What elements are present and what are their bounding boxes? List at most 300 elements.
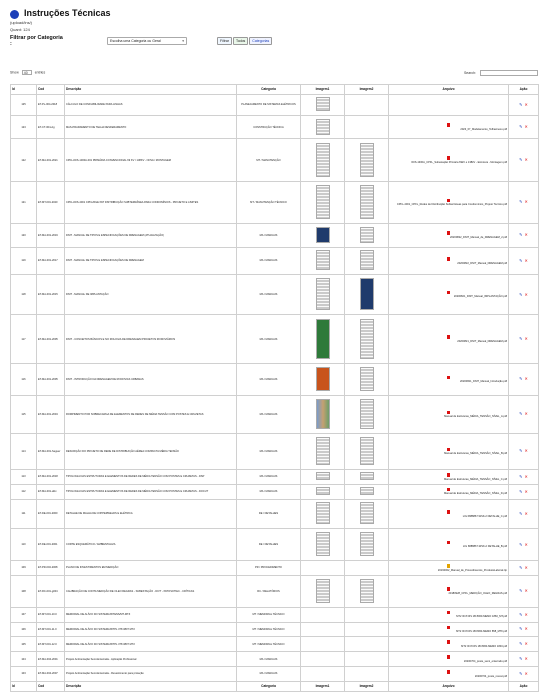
file-link[interactable]: 2023_07_Modelamento_TelhaAnexo.pdf: [460, 128, 507, 132]
pdf-icon[interactable]: [447, 541, 450, 545]
thumbnail-image-1[interactable]: [316, 472, 330, 480]
cell-img2: [345, 181, 389, 223]
cell-img1: [301, 433, 345, 469]
file-link[interactable]: IDIS-1300A_CPFL_Subestação Primária 69kV e 138kV - Estrutura - Montagem.pdf: [411, 160, 507, 164]
cell-file: [389, 247, 509, 275]
cell-img1: [301, 247, 345, 275]
cell-actions: [509, 395, 539, 433]
delete-icon[interactable]: ✕: [524, 448, 528, 454]
cell-id: 111: [11, 499, 37, 529]
cell-id: 109: [11, 561, 37, 576]
pdf-icon[interactable]: [447, 291, 450, 295]
file-link[interactable]: Manual de Estruturas_MÉDIA_TENSÃO_NÍVEL_D.pdf: [444, 492, 507, 496]
cell-img1: [301, 607, 345, 622]
filter-button[interactable]: Filtrar: [217, 37, 232, 45]
cell-id: 121: [11, 181, 37, 223]
cell-actions: [509, 529, 539, 561]
cell-actions: [509, 364, 539, 396]
cell-cod: ET-MA-001-2019: [37, 224, 65, 247]
cell-cat: MA / MANUAIS: [237, 484, 301, 499]
thumbnail-image-1[interactable]: [316, 579, 330, 603]
cell-cod: ET-MA-001-2005: [37, 364, 65, 396]
delete-icon[interactable]: ✕: [524, 257, 528, 263]
cell-file: [389, 575, 509, 607]
cell-cod: ET-CT-004-Ag: [37, 116, 65, 139]
edit-icon[interactable]: ✎: [519, 641, 523, 647]
delete-icon[interactable]: ✕: [524, 473, 528, 479]
thumbnail-image-2[interactable]: [360, 437, 374, 465]
edit-icon[interactable]: ✎: [519, 626, 523, 632]
file-link[interactable]: Manual de Estruturas_MÉDIA_TENSÃO_NÍVEL_B.pdf: [444, 452, 507, 456]
foot-acao: Ação: [509, 682, 539, 692]
cell-img2: [345, 607, 389, 622]
cell-cat: PLANEJAMENTO DE SISTEMAS ELÉTRICOS: [237, 95, 301, 116]
cell-file: [389, 275, 509, 315]
table-row: [11, 529, 539, 561]
cell-actions: [509, 247, 539, 275]
delete-icon[interactable]: ✕: [524, 670, 528, 676]
file-link[interactable]: 20200821_DNIT_Manual_IMPLANTAÇÃO.pdf: [453, 295, 507, 299]
thumbnail-image-1[interactable]: [316, 532, 330, 556]
edit-icon[interactable]: ✎: [519, 510, 523, 516]
file-link[interactable]: 20200821_DNIT_Manual_Introdução.pdf: [459, 380, 507, 384]
pdf-icon[interactable]: [447, 670, 450, 674]
edit-icon[interactable]: ✎: [519, 376, 523, 382]
edit-icon[interactable]: ✎: [519, 411, 523, 417]
thumbnail-image-1[interactable]: [316, 437, 330, 465]
cell-file: [389, 561, 509, 576]
cell-img1: [301, 315, 345, 364]
delete-icon[interactable]: ✕: [524, 232, 528, 238]
cell-cod: ET-MA-001-2005: [37, 315, 65, 364]
delete-icon[interactable]: ✕: [524, 488, 528, 494]
table-row: [11, 139, 539, 181]
cell-actions: [509, 275, 539, 315]
cell-file: [389, 622, 509, 637]
delete-icon[interactable]: ✕: [524, 564, 528, 570]
cell-actions: [509, 637, 539, 652]
cell-cat: MT / MEMORIAL TÉCNICO: [237, 622, 301, 637]
categories-button[interactable]: Categorias: [249, 37, 272, 45]
table-row: [11, 181, 539, 223]
edit-icon[interactable]: ✎: [519, 488, 523, 494]
col-file[interactable]: Arquivo: [389, 85, 509, 95]
file-link[interactable]: MT2 ID 8 DIS 1B 8060-MEMO 1860_MT.pdf: [456, 615, 507, 619]
cell-img1: [301, 139, 345, 181]
thumbnail-image-1[interactable]: [316, 185, 330, 219]
file-link[interactable]: LIG 6888867-WSK-2 DETALHE_C.pdf: [462, 514, 507, 518]
col-img2[interactable]: Imagem2: [345, 85, 389, 95]
cell-cat: MA / MANUAIS: [237, 433, 301, 469]
table-row: [11, 247, 539, 275]
foot-img1: Imagem1: [301, 682, 345, 692]
cell-id: 123: [11, 116, 37, 139]
thumbnail-image-1[interactable]: [316, 278, 330, 310]
table-row: [11, 224, 539, 247]
table-search: [464, 70, 538, 76]
cell-desc: CPFL-IDIS-4001 CPFL/RGE PAT DISTRIBUIÇÃO SUBTERRÂNEA PARA CONDOMÍNIOS - PROJETO E LIMITES: [65, 181, 237, 223]
thumbnail-image-1[interactable]: [316, 227, 330, 243]
thumbnail-image-2[interactable]: [360, 367, 374, 391]
cell-id: 117: [11, 315, 37, 364]
cell-img2: [345, 637, 389, 652]
cell-cod: ET-MA-001-2004: [37, 395, 65, 433]
page-length-select[interactable]: 40: [22, 70, 32, 75]
thumbnail-image-2[interactable]: [360, 487, 374, 495]
file-link[interactable]: 20200822_DNIT_Manual_de_DRENAGEM_2.pdf: [450, 236, 507, 240]
file-link[interactable]: 20200704_poste_revest.pdf: [474, 674, 507, 678]
delete-icon[interactable]: ✕: [524, 199, 528, 205]
col-desc[interactable]: Descrição: [65, 85, 237, 95]
cell-desc: PLANO DE INVESTIMENTOS EM MEDIÇÃO: [65, 561, 237, 576]
cell-id: 110: [11, 529, 37, 561]
file-link[interactable]: MT2 ID 8 DIS 1B 8060-MEMO 858_MTF.pdf: [456, 630, 507, 634]
foot-cat: Categoria: [237, 682, 301, 692]
table-row: [11, 622, 539, 637]
upload-path: (upload/ins/): [10, 20, 33, 25]
filter-buttons: [217, 37, 272, 45]
thumbnail-image-2[interactable]: [360, 579, 374, 603]
table-body: [11, 95, 539, 682]
instructions-table: [10, 84, 539, 692]
col-cat[interactable]: Categoria: [237, 85, 301, 95]
cell-img1: [301, 622, 345, 637]
pdf-icon[interactable]: [447, 448, 450, 452]
file-link[interactable]: Manual de Estruturas_MÉDIA_TENSÃO_NÍVEL_C.pdf: [444, 477, 507, 481]
cell-desc: TIPOLOGIA DAS ESTRUTURAS E ELEMENTOS DE REDES DE MÉDIA TENSÃO COM POSTES E CRUZETAS - DOCUT: [65, 484, 237, 499]
cell-id: 115: [11, 395, 37, 433]
filter-label: Filtrar por Categoria :: [10, 35, 63, 47]
cell-actions: [509, 561, 539, 576]
table-row: [11, 637, 539, 652]
foot-desc: Descrição: [65, 682, 237, 692]
edit-icon[interactable]: ✎: [519, 232, 523, 238]
cell-id: 112: [11, 484, 37, 499]
cell-cod: ET-MT-001-12.0: [37, 637, 65, 652]
cell-cat: MA / MANUAIS: [237, 315, 301, 364]
delete-icon[interactable]: ✕: [524, 510, 528, 516]
cell-img1: [301, 484, 345, 499]
cell-img1: [301, 275, 345, 315]
edit-icon[interactable]: ✎: [519, 336, 523, 342]
pdf-icon[interactable]: [447, 156, 450, 160]
cell-img2: [345, 652, 389, 667]
entries-label: entries: [34, 70, 46, 75]
table-row: [11, 575, 539, 607]
edit-icon[interactable]: ✎: [519, 656, 523, 661]
cell-file: [389, 364, 509, 396]
file-link[interactable]: Manual de Estruturas_MÉDIA_TENSÃO_NÍVEL_A.pdf: [444, 415, 507, 419]
delete-icon[interactable]: ✕: [524, 336, 528, 342]
cell-cat: RC / RELATÓRIOS: [237, 575, 301, 607]
cell-img2: [345, 561, 389, 576]
zip-file-icon[interactable]: [447, 564, 450, 568]
cell-actions: [509, 116, 539, 139]
thumbnail-image-1[interactable]: [316, 250, 330, 270]
cell-id: 114: [11, 433, 37, 469]
col-acao[interactable]: Ação: [509, 85, 539, 95]
cell-file: [389, 607, 509, 622]
table-row: [11, 433, 539, 469]
cell-id: 113: [11, 470, 37, 485]
edit-icon[interactable]: ✎: [519, 448, 523, 454]
delete-icon[interactable]: ✕: [524, 588, 528, 594]
cell-cod: ET-MA-001-2021: [37, 139, 65, 181]
edit-icon[interactable]: ✎: [519, 564, 523, 570]
cell-cat: MA / MANUAIS: [237, 395, 301, 433]
file-link[interactable]: 20190002_Manual_de_Procedimentos_ProdutosLaboral.zip: [437, 568, 507, 572]
cell-desc: DESCRIÇÃO DO PROJETO DE REDE DE DISTRIBUIÇÃO AÉREA COMPACTA MÉDIA TENSÃO: [65, 433, 237, 469]
cell-file: [389, 395, 509, 433]
page-header: [10, 8, 538, 46]
pdf-icon[interactable]: [447, 473, 450, 477]
cell-cat: MT / MEMORIAL TÉCNICO: [237, 637, 301, 652]
file-link[interactable]: 20200821_DNIT_Manual_DRENAGEM.pdf: [457, 339, 507, 343]
file-link[interactable]: 20200822_DNIT_Manual_DRENAGEM.pdf: [457, 261, 507, 265]
pdf-icon[interactable]: [447, 257, 450, 261]
thumbnail-image-1[interactable]: [316, 367, 330, 391]
cell-cat: MA / MANUAIS: [237, 275, 301, 315]
col-cod[interactable]: Cod: [37, 85, 65, 95]
cell-img2: [345, 622, 389, 637]
chevron-down-icon: ▾: [182, 39, 184, 43]
pdf-icon[interactable]: [447, 411, 450, 415]
category-select[interactable]: [107, 37, 187, 45]
table-row: [11, 275, 539, 315]
cell-img1: [301, 395, 345, 433]
col-img1[interactable]: Imagem1: [301, 85, 345, 95]
cell-cod: ET-MA-001-2015: [37, 275, 65, 315]
thumbnail-image-1[interactable]: [316, 399, 330, 429]
edit-icon[interactable]: ✎: [519, 199, 523, 205]
pdf-icon[interactable]: [447, 655, 450, 659]
cell-file: [389, 315, 509, 364]
foot-id: Id: [11, 682, 37, 692]
cell-actions: [509, 484, 539, 499]
cell-img2: [345, 139, 389, 181]
thumbnail-image-2[interactable]: [360, 319, 374, 359]
cell-desc: MEMORIAL DE ALÍVIO DO SISTEMA BITPL 378 3807 MT2: [65, 637, 237, 652]
delete-icon[interactable]: ✕: [524, 101, 528, 107]
cell-cat: DE / DETALHES: [237, 499, 301, 529]
cell-img2: [345, 484, 389, 499]
cell-cat: PR / PROCEDIMENTO: [237, 561, 301, 576]
cell-actions: [509, 499, 539, 529]
delete-icon[interactable]: ✕: [524, 376, 528, 382]
delete-icon[interactable]: ✕: [524, 541, 528, 547]
search-label: Search:: [463, 70, 477, 75]
pdf-icon[interactable]: [447, 488, 450, 492]
cell-img2: [345, 364, 389, 396]
cell-desc: Projeto Ambientação Semi-Enterrada - Revestimento para proteção: [65, 667, 237, 682]
table-controls: [10, 70, 538, 76]
edit-icon[interactable]: ✎: [519, 291, 523, 297]
cell-desc: DETALHE DE MALHA DE COPPERWELDS E ELÉTRICA: [65, 499, 237, 529]
table-footer-row: [11, 682, 539, 692]
thumbnail-image-2[interactable]: [360, 227, 374, 243]
cell-img2: [345, 529, 389, 561]
cell-desc: MEMORIAL DE ALÍVIO DO SISTEMA BITPL 378 3807 MT2: [65, 622, 237, 637]
delete-icon[interactable]: ✕: [524, 626, 528, 632]
pdf-icon[interactable]: [447, 123, 450, 127]
edit-icon[interactable]: ✎: [519, 257, 523, 263]
pdf-icon[interactable]: [447, 626, 450, 630]
cell-img1: [301, 529, 345, 561]
page-title: Instruções Técnicas: [24, 8, 111, 18]
pdf-icon[interactable]: [447, 510, 450, 514]
col-id[interactable]: Id: [11, 85, 37, 95]
cell-cat: MA / MANUAIS: [237, 364, 301, 396]
cell-img2: [345, 275, 389, 315]
show-label: Show: [10, 70, 19, 75]
cell-img1: [301, 95, 345, 116]
file-link[interactable]: CPFL-4001_CPFL_Redes de Distribuição Subterrâneas para Condomínios_Projeto Técnico.pdf: [396, 203, 507, 207]
file-link[interactable]: LIG 6888867-WSK-2 DETALHE_B.pdf: [462, 545, 507, 549]
cell-img1: [301, 637, 345, 652]
file-link[interactable]: 20200704_poste_semi_enterrado.pdf: [463, 659, 507, 663]
table-row: [11, 116, 539, 139]
cell-img1: [301, 652, 345, 667]
pdf-icon[interactable]: [447, 587, 450, 591]
thumbnail-image-1[interactable]: [316, 143, 330, 177]
cell-cod: ET-DE-001-2000: [37, 499, 65, 529]
cell-file: [389, 224, 509, 247]
cell-cat: MT / MEMORIAL TÉCNICO: [237, 607, 301, 622]
delete-icon[interactable]: ✕: [524, 611, 528, 617]
table-row: [11, 364, 539, 396]
cell-desc: CALIBRAÇÃO DE CONTA MEDIÇÃO DE OLEO REGRAS - SUBESTAÇÃO - DIVT - PATOSOTIEC - CRÍTICAS: [65, 575, 237, 607]
cell-file: [389, 116, 509, 139]
thumbnail-image-1[interactable]: [316, 319, 330, 359]
category-select-value: Escolha uma Categoria ou Geral: [110, 39, 161, 43]
cell-img1: [301, 561, 345, 576]
pdf-icon[interactable]: [447, 640, 450, 644]
cell-desc: DNIT - MANUAL DE TIPOS E ESPECIFICAÇÕES DE DRENAGEM: [65, 247, 237, 275]
delete-icon[interactable]: ✕: [524, 291, 528, 297]
file-link[interactable]: MT2 ID 8 DIS 1B 8060-MEMO 1840.pdf: [461, 644, 507, 648]
delete-icon[interactable]: ✕: [524, 157, 528, 163]
cell-id: 125: [11, 95, 37, 116]
cell-id: 108: [11, 575, 37, 607]
cell-desc: DNIT - MANUAL DE TIPOS E ESPECIFICAÇÕES DE DRENAGEM (ATUALIZAÇÃO): [65, 224, 237, 247]
cell-img2: [345, 315, 389, 364]
cell-desc: CÁLCULO DE CONFIABILIDADE PARA LINHAS: [65, 95, 237, 116]
table-row: [11, 561, 539, 576]
thumbnail-image-2[interactable]: [360, 185, 374, 219]
cell-id: 105: [11, 637, 37, 652]
table-row: [11, 95, 539, 116]
thumbnail-image-1[interactable]: [316, 487, 330, 495]
pdf-icon[interactable]: [447, 611, 450, 615]
app-logo-icon: [10, 10, 19, 19]
cell-desc: MAS-PRARAMENTO DE TELHA DESFERAMENTO: [65, 116, 237, 139]
cell-cod: ET-MT-001-10.0: [37, 607, 65, 622]
all-button[interactable]: Todos: [233, 37, 248, 45]
delete-icon[interactable]: ✕: [524, 656, 528, 661]
cell-id: 104: [11, 652, 37, 667]
foot-cod: Cod: [37, 682, 65, 692]
edit-icon[interactable]: ✎: [519, 588, 523, 594]
thumbnail-image-2[interactable]: [360, 143, 374, 177]
cell-desc: CORTE ESQUEMÁTICO / AMBIENTALIZA: [65, 529, 237, 561]
cell-img1: [301, 667, 345, 682]
edit-icon[interactable]: ✎: [519, 473, 523, 479]
edit-icon[interactable]: ✎: [519, 541, 523, 547]
cell-file: [389, 139, 509, 181]
table-row: [11, 484, 539, 499]
cell-file: [389, 484, 509, 499]
cell-actions: [509, 224, 539, 247]
thumbnail-image-1[interactable]: [316, 97, 330, 111]
cell-img1: [301, 116, 345, 139]
cell-cod: ET-MA-004-2007: [37, 667, 65, 682]
edit-icon[interactable]: ✎: [519, 670, 523, 676]
cell-cat: MT / MANUTENÇÃO: [237, 139, 301, 181]
cell-id: 122: [11, 139, 37, 181]
thumbnail-image-1[interactable]: [316, 119, 330, 135]
cell-cod: ET-PL-004-2018: [37, 95, 65, 116]
edit-icon[interactable]: ✎: [519, 611, 523, 617]
cell-desc: TIPOLOGIA DAS ESTRUTURAS E ELEMENTOS DE REDES DE MÉDIA TENSÃO COM POSTES E CRUZETAS - DSP: [65, 470, 237, 485]
title-row: [10, 8, 538, 18]
delete-icon[interactable]: ✕: [524, 124, 528, 130]
delete-icon[interactable]: ✕: [524, 411, 528, 417]
cell-id: 120: [11, 224, 37, 247]
delete-icon[interactable]: ✕: [524, 641, 528, 647]
pdf-icon[interactable]: [447, 199, 450, 203]
cell-actions: [509, 667, 539, 682]
cell-actions: [509, 315, 539, 364]
cell-actions: [509, 181, 539, 223]
cell-desc: CPFL-IDIS-1300A-001 PRIMÁRIA CONVENCIONAL 69 KV / 138KV - NOVA / MONTAGEM: [65, 139, 237, 181]
thumbnail-image-2[interactable]: [360, 502, 374, 524]
pdf-icon[interactable]: [447, 231, 450, 235]
thumbnail-image-1[interactable]: [316, 502, 330, 524]
pdf-icon[interactable]: [447, 335, 450, 339]
pdf-icon[interactable]: [447, 376, 450, 380]
record-count: Quant: 124: [10, 27, 30, 32]
cell-file: [389, 95, 509, 116]
thumbnail-image-2[interactable]: [360, 278, 374, 310]
cell-img2: [345, 575, 389, 607]
foot-img2: Imagem2: [345, 682, 389, 692]
cell-id: 118: [11, 275, 37, 315]
cell-cod: ET-MT-001-2020: [37, 181, 65, 223]
thumbnail-image-2[interactable]: [360, 399, 374, 429]
thumbnail-image-2[interactable]: [360, 532, 374, 556]
file-link[interactable]: 20180928_CPFL_MEDIÇÃO_OLEO_REGRAS.pdf: [448, 592, 507, 595]
edit-icon[interactable]: ✎: [519, 101, 523, 107]
cell-img2: [345, 224, 389, 247]
cell-desc: ROMPIMENTO POR SOBRECARGA DE ELEMENTOS DE REDES DE MÉDIA TENSÃO COM POSTES E CRUZETAS: [65, 395, 237, 433]
cell-img1: [301, 224, 345, 247]
edit-icon[interactable]: ✎: [519, 157, 523, 163]
thumbnail-image-2[interactable]: [360, 250, 374, 270]
cell-file: [389, 667, 509, 682]
cell-img2: [345, 95, 389, 116]
cell-cod: ET-MT-001-11.0: [37, 622, 65, 637]
cell-img1: [301, 470, 345, 485]
cell-img2: [345, 395, 389, 433]
search-input[interactable]: [480, 70, 538, 76]
cell-cod: ET-RC-001-g004: [37, 575, 65, 607]
table-header-row: [11, 85, 539, 95]
cell-img2: [345, 116, 389, 139]
cell-file: [389, 652, 509, 667]
table-row: [11, 667, 539, 682]
thumbnail-image-2[interactable]: [360, 472, 374, 480]
edit-icon[interactable]: ✎: [519, 124, 523, 130]
